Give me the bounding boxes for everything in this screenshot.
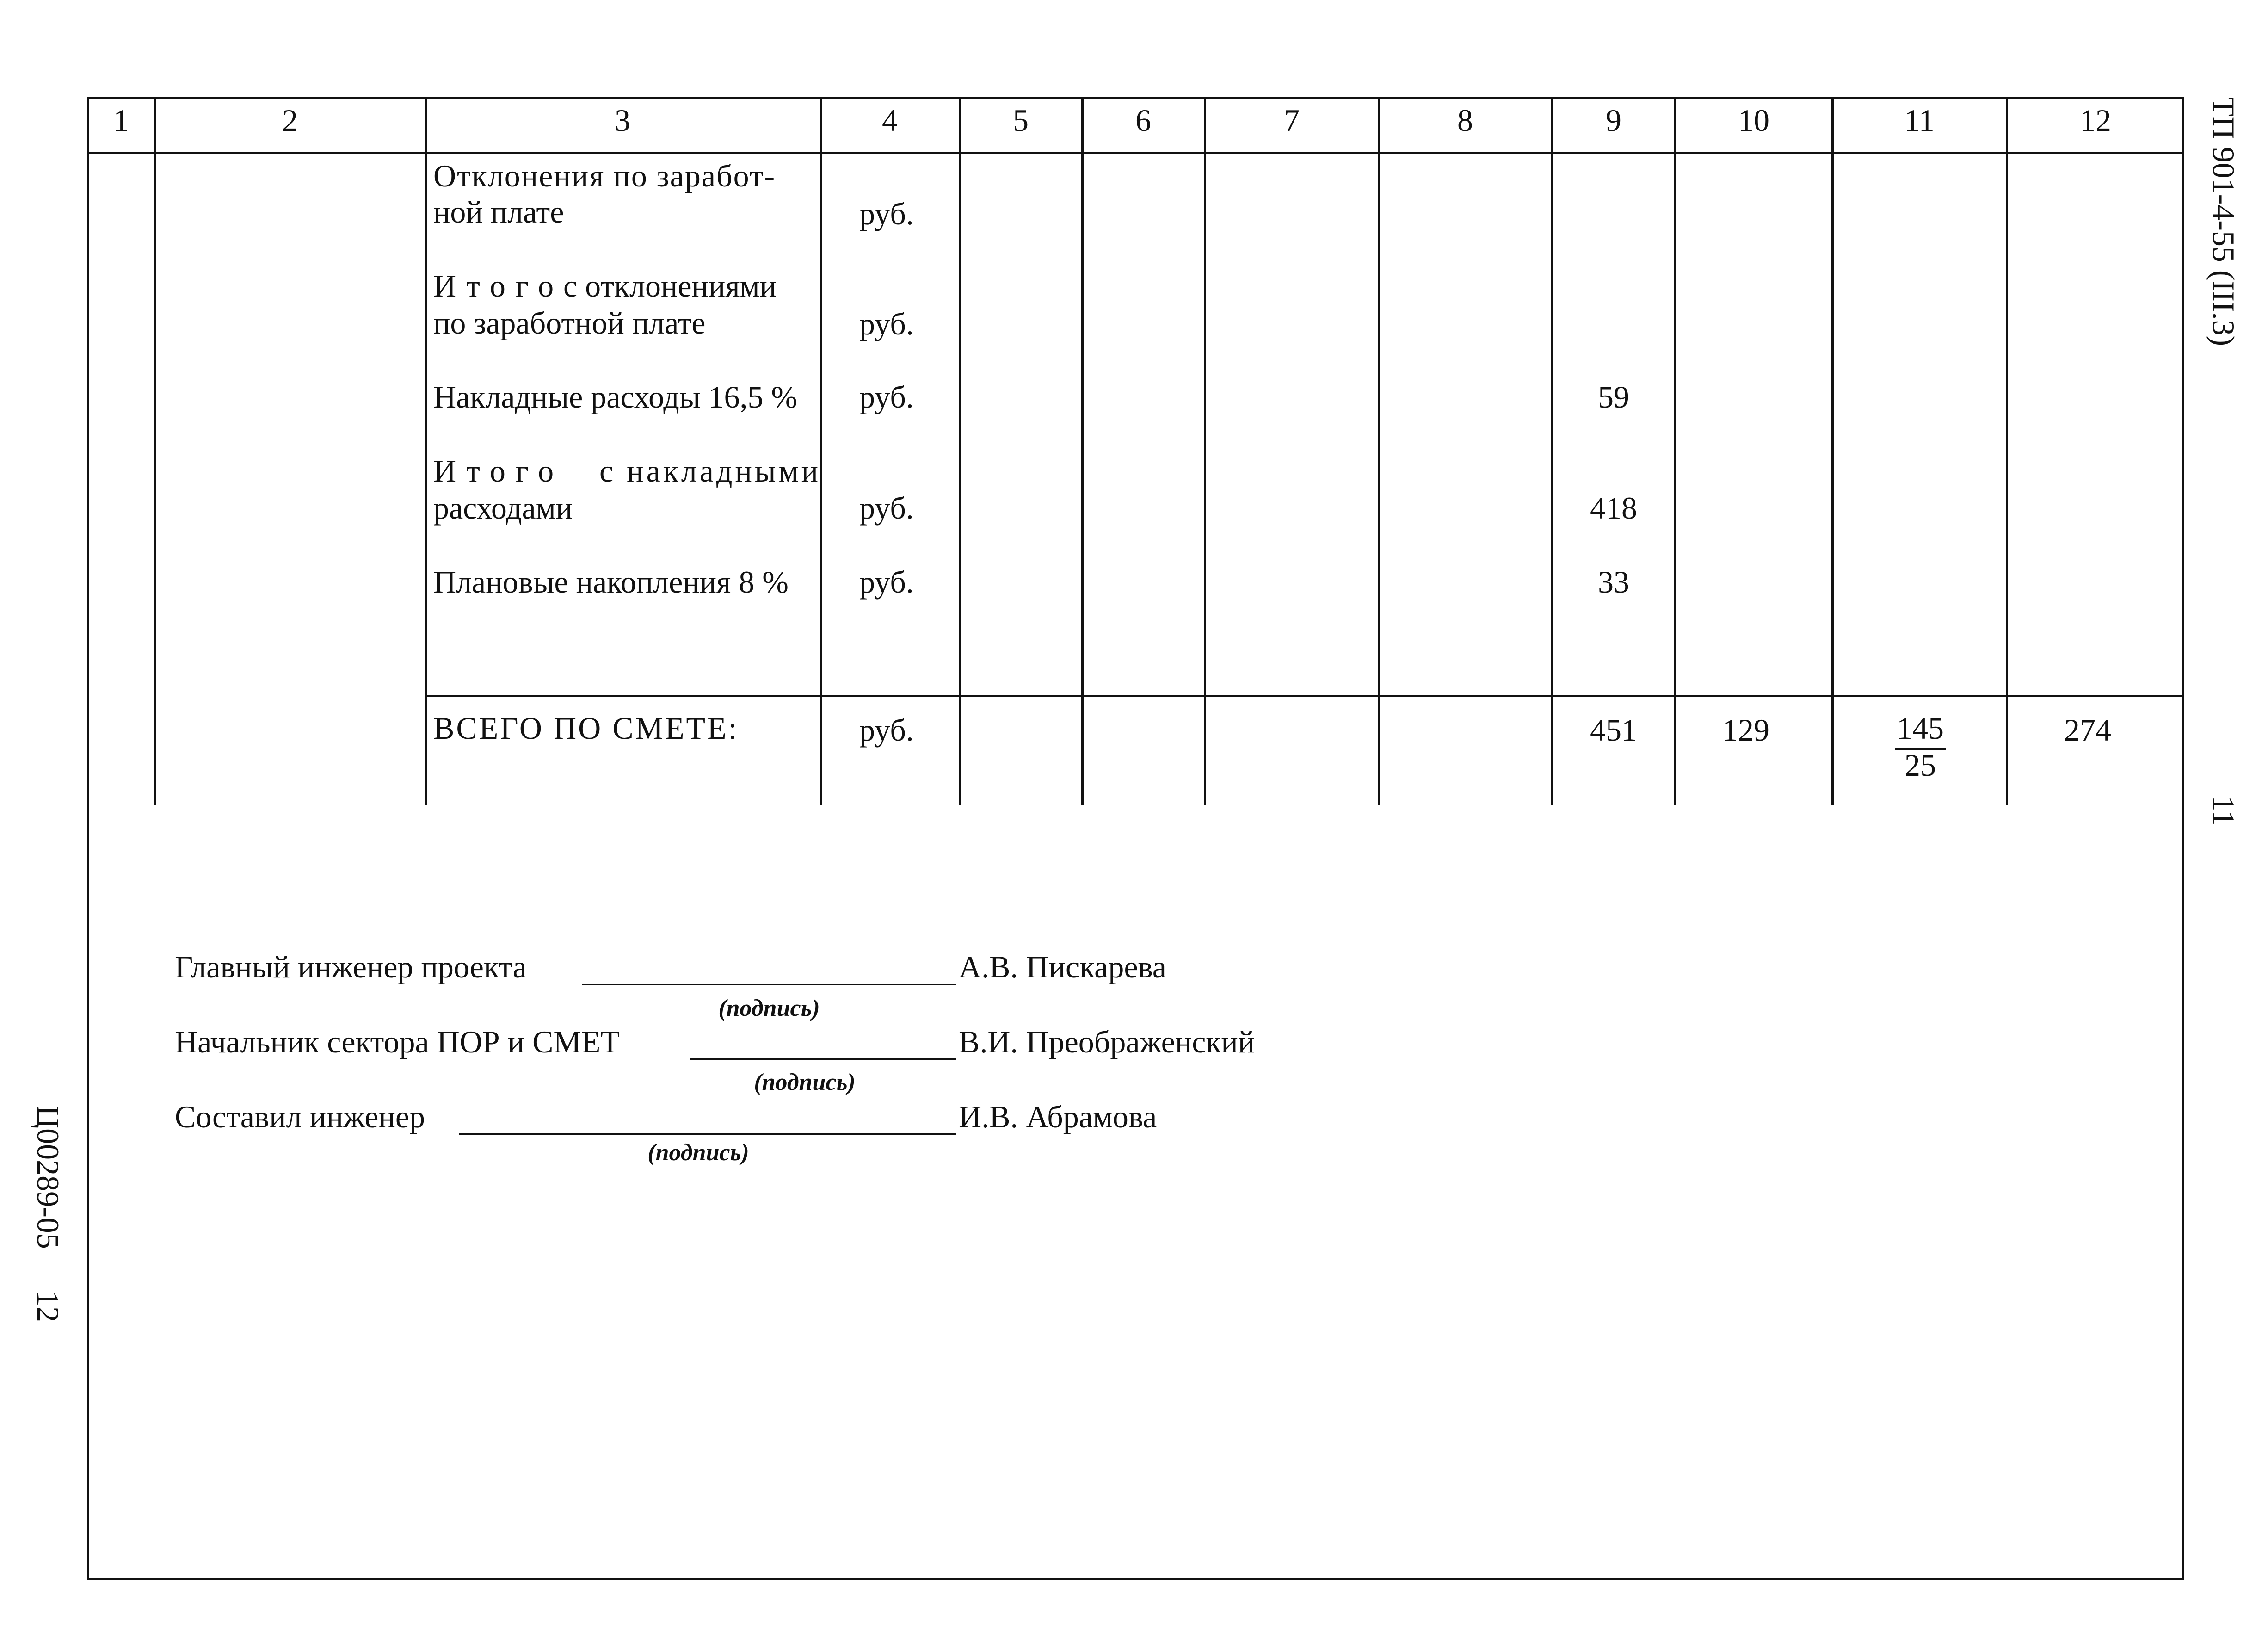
row-unit: руб.	[859, 306, 914, 341]
col-sep-4-5	[959, 97, 961, 805]
row-label: Плановые накопления 8 %	[433, 564, 789, 600]
header-bottom-border	[87, 152, 2184, 154]
signature-role: Начальник сектора ПОР и СМЕТ	[175, 1024, 620, 1059]
row-label: с накладными	[599, 453, 821, 489]
column-number: 6	[1135, 103, 1151, 138]
row-unit: руб.	[859, 196, 914, 231]
col-sep-10-11	[1831, 97, 1834, 805]
page-frame	[87, 97, 2184, 1580]
table-top-border	[87, 97, 2184, 99]
column-number: 9	[1606, 103, 1621, 138]
row-label: расходами	[433, 490, 573, 526]
signature-line	[459, 1133, 956, 1135]
column-number: 11	[1904, 103, 1935, 138]
column-number: 1	[113, 103, 129, 138]
column-number: 12	[2080, 103, 2111, 138]
row-label: с отклонениями	[563, 268, 777, 303]
column-number: 2	[282, 103, 298, 138]
col-sep-11-12	[2006, 97, 2008, 805]
col-sep-3-4	[820, 97, 822, 805]
col-sep-6-7	[1204, 97, 1206, 805]
col-sep-2-3	[425, 97, 427, 805]
row-label: ной плате	[433, 194, 564, 229]
column-number: 10	[1738, 103, 1769, 138]
document-code-right: ТП 901-4-55 (III.3)	[2206, 97, 2241, 346]
row-label: Итого	[433, 453, 564, 489]
signature-hint: (подпись)	[647, 1139, 749, 1166]
row-unit: руб.	[859, 379, 914, 414]
col-sep-9-10	[1674, 97, 1676, 805]
row-label: по заработной плате	[433, 305, 706, 340]
total-row-top-border	[425, 695, 2184, 697]
signature-line	[690, 1058, 956, 1060]
total-col10: 129	[1722, 712, 1769, 748]
total-col11-numerator: 145	[1897, 711, 1944, 746]
row-unit: руб.	[859, 564, 914, 600]
column-number: 7	[1284, 103, 1300, 138]
row-label: Итого	[433, 268, 564, 303]
row-label: Отклонения по заработ-	[433, 158, 776, 193]
column-number: 8	[1457, 103, 1473, 138]
row-value-col9: 33	[1598, 564, 1629, 600]
document-code-left: Ц00289-05	[31, 1106, 66, 1249]
total-col12: 274	[2064, 712, 2111, 748]
signature-name: В.И. Преображенский	[959, 1024, 1255, 1059]
signature-role: Главный инженер проекта	[175, 949, 527, 984]
column-number: 4	[882, 103, 898, 138]
signature-name: И.В. Абрамова	[959, 1099, 1157, 1134]
col-sep-8-9	[1551, 97, 1553, 805]
page-number-right: 11	[2206, 796, 2241, 826]
total-label: ВСЕГО ПО СМЕТЕ:	[433, 711, 739, 746]
row-value-col9: 59	[1598, 379, 1629, 414]
col-sep-5-6	[1081, 97, 1084, 805]
signature-role: Составил инженер	[175, 1099, 425, 1134]
page-number-left: 12	[31, 1291, 66, 1322]
row-label: Накладные расходы 16,5 %	[433, 379, 798, 414]
total-unit: руб.	[859, 712, 914, 748]
row-unit: руб.	[859, 490, 914, 526]
row-value-col9: 418	[1590, 490, 1637, 526]
signature-name: А.В. Пискарева	[959, 949, 1166, 984]
column-number: 3	[615, 103, 630, 138]
signature-hint: (подпись)	[718, 995, 820, 1021]
signature-hint: (подпись)	[754, 1069, 856, 1095]
column-number: 5	[1013, 103, 1029, 138]
signature-line	[582, 984, 956, 985]
total-col11-denominator: 25	[1904, 748, 1936, 783]
total-col9: 451	[1590, 712, 1637, 748]
col-sep-7-8	[1378, 97, 1380, 805]
col-sep-1-2	[154, 97, 156, 805]
